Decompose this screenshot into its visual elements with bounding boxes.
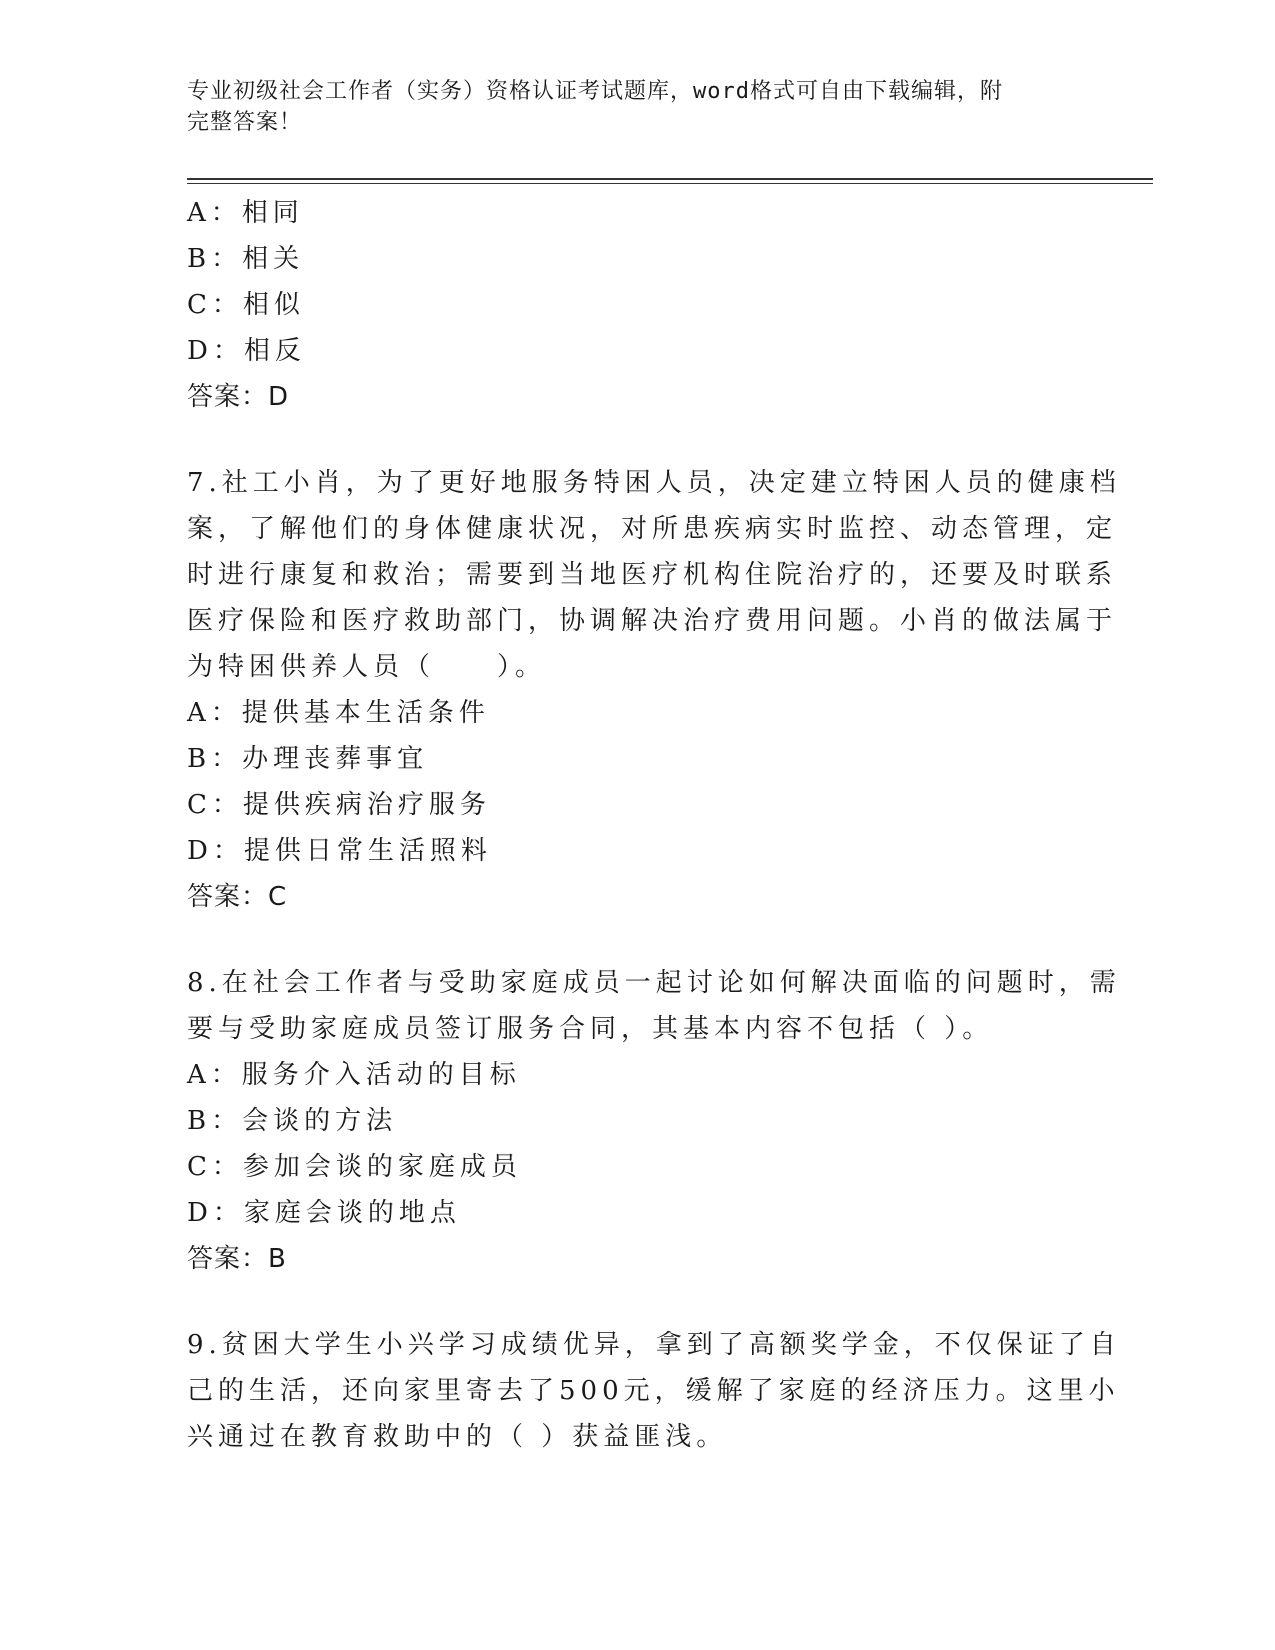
answer-line: 答案：D xyxy=(187,382,290,412)
header-divider-thick xyxy=(187,178,1153,180)
option-c: C：相似 xyxy=(187,290,305,320)
option-b: B：会谈的方法 xyxy=(187,1106,398,1136)
answer-line: 答案：C xyxy=(187,882,288,912)
option-c: C：参加会谈的家庭成员 xyxy=(187,1152,522,1182)
option-c: C：提供疾病治疗服务 xyxy=(187,790,491,820)
question-stem-line: 时进行康复和救治；需要到当地医疗机构住院治疗的，还要及时联系 xyxy=(187,560,1118,590)
question-stem-line: 8.在社会工作者与受助家庭成员一起讨论如何解决面临的问题时，需 xyxy=(187,968,1121,998)
header-line-2: 完整答案！ xyxy=(187,110,303,135)
option-b: B：办理丧葬事宜 xyxy=(187,744,429,774)
option-d: D：提供日常生活照料 xyxy=(187,836,492,866)
question-stem-line: 兴通过在教育救助中的（ ）获益匪浅。 xyxy=(187,1422,728,1452)
question-9 xyxy=(187,1322,1121,1460)
option-a: A：服务介入活动的目标 xyxy=(187,1060,521,1090)
option-b: B：相关 xyxy=(187,244,305,274)
answer-line: 答案：B xyxy=(187,1244,287,1274)
option-a: A：相同 xyxy=(187,198,304,228)
question-stem-line: 案，了解他们的身体健康状况，对所患疾病实时监控、动态管理，定 xyxy=(187,514,1118,544)
question-stem-line: 医疗保险和医疗救助部门，协调解决治疗费用问题。小肖的做法属于 xyxy=(187,606,1118,636)
question-8 xyxy=(187,960,1121,1282)
option-d: D：相反 xyxy=(187,336,306,366)
document-header xyxy=(187,76,1067,138)
question-stem-line: 7.社工小肖，为了更好地服务特困人员，决定建立特困人员的健康档 xyxy=(187,468,1121,498)
question-stem-line: 己的生活，还向家里寄去了500元，缓解了家庭的经济压力。这里小 xyxy=(187,1376,1120,1406)
question-stem-line: 为特困供养人员（ ）。 xyxy=(187,652,547,682)
question-6 xyxy=(187,190,1067,420)
option-a: A：提供基本生活条件 xyxy=(187,698,490,728)
header-line-1: 专业初级社会工作者（实务）资格认证考试题库，word格式可自由下载编辑，附 xyxy=(187,79,1003,104)
question-stem-line: 要与受助家庭成员签订服务合同，其基本内容不包括（ ）。 xyxy=(187,1014,994,1044)
question-stem-line: 9.贫困大学生小兴学习成绩优异，拿到了高额奖学金，不仅保证了自 xyxy=(187,1330,1121,1360)
question-7 xyxy=(187,460,1121,920)
option-d: D：家庭会谈的地点 xyxy=(187,1198,461,1228)
header-divider-thin xyxy=(187,183,1153,184)
question-content xyxy=(187,190,1121,1460)
